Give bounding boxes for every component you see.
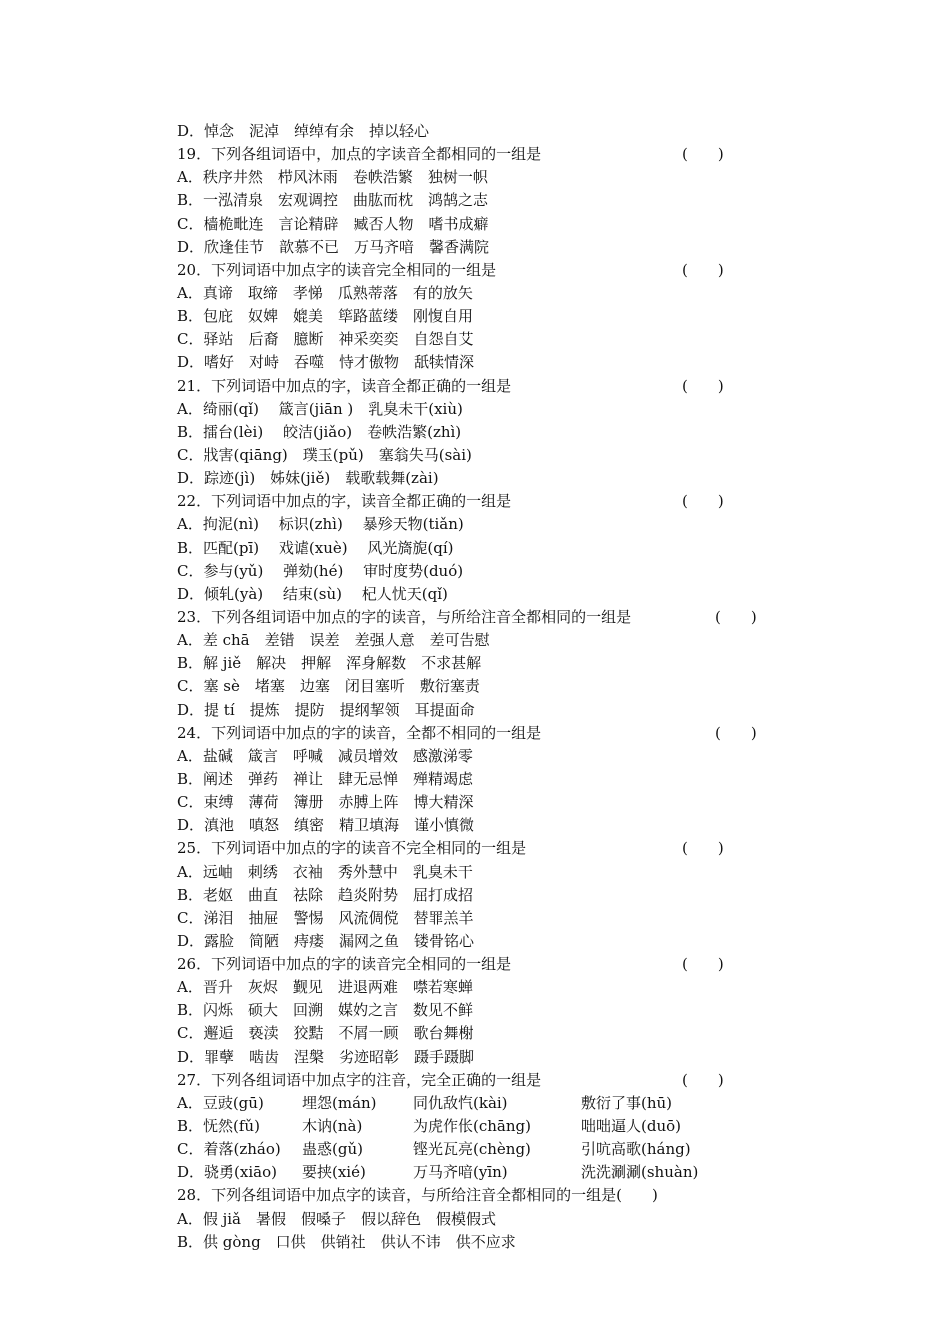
answer-option-cell: 引吭高歌(háng) <box>581 1140 691 1159</box>
answer-option-cell: 要挟(xié) <box>302 1163 366 1182</box>
answer-option <box>177 351 777 374</box>
answer-option <box>177 861 777 884</box>
answer-option-cell: 木讷(nà) <box>302 1117 363 1136</box>
answer-option-text: A．拘泥(nì) 标识(zhì) 暴殄天物(tiǎn) <box>177 515 464 534</box>
answer-option-text: A．差 chā 差错 误差 差强人意 差可告慰 <box>177 631 490 650</box>
answer-blank: ( ) <box>682 492 724 511</box>
question-text: 23．下列各组词语中加点的字的读音，与所给注音全都相同的一组是 <box>177 607 632 626</box>
answer-option-text: B．老妪 曲直 祛除 趋炎附势 屈打成招 <box>177 885 474 904</box>
answer-option-text: B．闪烁 硕大 回溯 媒妁之言 数见不鲜 <box>177 1001 474 1020</box>
answer-option <box>177 189 777 212</box>
answer-option-text: C．塞 sè 堵塞 边塞 闭目塞听 敷衍塞责 <box>177 677 480 696</box>
answer-option-cell: 铿光瓦亮(chèng) <box>413 1140 531 1159</box>
answer-option-text: A．绮丽(qǐ) 箴言(jiān ) 乳臭未干(xiù) <box>177 399 463 418</box>
answer-option-cell: 敷衍了事(hū) <box>581 1093 673 1112</box>
answer-option-text: D．滇池 嗔怒 缜密 精卫填海 谨小慎微 <box>177 816 475 835</box>
question-stem <box>177 722 777 745</box>
answer-option-text: D．欣逢佳节 歆慕不已 万马齐喑 馨香满院 <box>177 237 490 256</box>
answer-option <box>177 166 777 189</box>
answer-option-row <box>177 1161 777 1184</box>
question-text: 24．下列词语中加点的字的读音，全都不相同的一组是 <box>177 723 542 742</box>
question-text: 28．下列各组词语中加点字的读音，与所给注音全都相同的一组是( ) <box>177 1186 658 1205</box>
answer-option-text: D．踪迹(jì) 姊妹(jiě) 载歌载舞(zài) <box>177 469 439 488</box>
answer-option <box>177 768 777 791</box>
answer-option-text: A．真谛 取缔 孝悌 瓜熟蒂落 有的放矢 <box>177 283 473 302</box>
question-text: 22．下列词语中加点的字，读音全都正确的一组是 <box>177 492 512 511</box>
answer-option <box>177 467 777 490</box>
document-body <box>177 120 777 1254</box>
answer-option <box>177 791 777 814</box>
answer-option <box>177 629 777 652</box>
answer-option-text: D．罪孽 啮齿 涅槃 劣迹昭彰 蹑手蹑脚 <box>177 1047 475 1066</box>
answer-blank: ( ) <box>682 1070 724 1089</box>
answer-option <box>177 421 777 444</box>
answer-blank: ( ) <box>715 723 757 742</box>
question-stem <box>177 490 777 513</box>
answer-option-text: D．嗜好 对峙 吞噬 恃才傲物 舐犊情深 <box>177 353 475 372</box>
question-text: 21．下列词语中加点的字，读音全都正确的一组是 <box>177 376 512 395</box>
question-stem <box>177 259 777 282</box>
question-text: 26．下列词语中加点的字的读音完全相同的一组是 <box>177 955 512 974</box>
answer-blank: ( ) <box>682 145 724 164</box>
answer-option <box>177 814 777 837</box>
answer-option-text: D．倾轧(yà) 结束(sù) 杞人忧天(qǐ) <box>177 584 448 603</box>
answer-option <box>177 930 777 953</box>
answer-option <box>177 398 777 421</box>
answer-option <box>177 213 777 236</box>
answer-option <box>177 560 777 583</box>
answer-option <box>177 907 777 930</box>
answer-option-cell: C．着落(zháo) <box>177 1140 281 1159</box>
question-text: 20．下列词语中加点字的读音完全相同的一组是 <box>177 260 497 279</box>
answer-option-text: C．戕害(qiāng) 璞玉(pǔ) 塞翁失马(sài) <box>177 445 472 464</box>
answer-option-text: D．提 tí 提炼 提防 提纲挈领 耳提面命 <box>177 700 475 719</box>
answer-option-text: B．供 gòng 口供 供销社 供认不讳 供不应求 <box>177 1232 516 1251</box>
answer-option-text: A．秩序井然 栉风沐雨 卷帙浩繁 独树一帜 <box>177 168 488 187</box>
answer-option <box>177 513 777 536</box>
answer-option-text: C．樯桅毗连 言论精辟 臧否人物 嗜书成癖 <box>177 214 489 233</box>
answer-option-text: B．擂台(lèi) 皎洁(jiǎo) 卷帙浩繁(zhì) <box>177 422 462 441</box>
answer-option-cell: A．豆豉(gū) <box>177 1093 264 1112</box>
question-stem <box>177 1069 777 1092</box>
answer-option <box>177 120 777 143</box>
answer-option-cell: 洗洗涮涮(shuàn) <box>581 1163 699 1182</box>
answer-option <box>177 1231 777 1254</box>
answer-option <box>177 1046 777 1069</box>
answer-option-cell: D．骁勇(xiāo) <box>177 1163 277 1182</box>
answer-blank: ( ) <box>682 839 724 858</box>
answer-option-text: B．匹配(pī) 戏谑(xuè) 风光旖旎(qí) <box>177 538 454 557</box>
question-text: 27．下列各组词语中加点字的注音，完全正确的一组是 <box>177 1070 542 1089</box>
answer-option-text: C．驿站 后裔 臆断 神采奕奕 自怨自艾 <box>177 330 474 349</box>
answer-option-cell: B．怃然(fǔ) <box>177 1117 260 1136</box>
answer-option-text: B．阐述 弹药 禅让 肆无忌惮 殚精竭虑 <box>177 769 474 788</box>
question-stem <box>177 606 777 629</box>
answer-option-cell: 咄咄逼人(duō) <box>581 1117 681 1136</box>
answer-option-cell: 万马齐喑(yīn) <box>413 1163 508 1182</box>
question-text: 25．下列词语中加点的字的读音不完全相同的一组是 <box>177 839 527 858</box>
answer-option-cell: 为虎作伥(chāng) <box>413 1117 531 1136</box>
answer-option-row <box>177 1138 777 1161</box>
answer-blank: ( ) <box>682 955 724 974</box>
answer-blank: ( ) <box>682 376 724 395</box>
question-stem <box>177 1184 777 1207</box>
answer-option-text: A．盐碱 箴言 呼喊 减员增效 感激涕零 <box>177 746 473 765</box>
answer-option-row <box>177 1115 777 1138</box>
answer-option-cell: 埋怨(mán) <box>302 1093 377 1112</box>
question-stem <box>177 837 777 860</box>
answer-option <box>177 1208 777 1231</box>
answer-option <box>177 1022 777 1045</box>
answer-option <box>177 699 777 722</box>
question-stem <box>177 953 777 976</box>
answer-option-text: C．涕泪 抽屉 警惕 风流倜傥 替罪羔羊 <box>177 908 474 927</box>
answer-option-row <box>177 1092 777 1115</box>
answer-option <box>177 583 777 606</box>
question-stem <box>177 375 777 398</box>
answer-option-text: C．参与(yǔ) 弹劾(hé) 审时度势(duó) <box>177 561 464 580</box>
answer-option <box>177 537 777 560</box>
answer-option <box>177 236 777 259</box>
answer-option-text: A．假 jiǎ 暑假 假嗓子 假以辞色 假模假式 <box>177 1209 496 1228</box>
answer-option <box>177 328 777 351</box>
answer-option-cell: 同仇敌忾(kài) <box>413 1093 508 1112</box>
answer-blank: ( ) <box>715 607 757 626</box>
question-stem <box>177 143 777 166</box>
answer-option <box>177 652 777 675</box>
answer-option <box>177 675 777 698</box>
answer-option <box>177 884 777 907</box>
answer-option <box>177 745 777 768</box>
answer-option-text: A．晋升 灰烬 觐见 进退两难 噤若寒蝉 <box>177 978 473 997</box>
answer-option <box>177 282 777 305</box>
answer-option-cell: 蛊惑(gǔ) <box>302 1140 363 1159</box>
answer-option <box>177 976 777 999</box>
question-text: 19．下列各组词语中，加点的字读音全都相同的一组是 <box>177 145 542 164</box>
answer-option <box>177 444 777 467</box>
answer-option-text: C．邂逅 亵渎 狡黠 不屑一顾 歌台舞榭 <box>177 1024 474 1043</box>
answer-option <box>177 999 777 1022</box>
answer-option-text: D．露脸 简陋 痔瘘 漏网之鱼 镂骨铭心 <box>177 931 475 950</box>
answer-blank: ( ) <box>682 260 724 279</box>
answer-option-text: C．束缚 薄荷 簿册 赤膊上阵 博大精深 <box>177 793 474 812</box>
answer-option-text: B．一泓清泉 宏观调控 曲肱而枕 鸿鹄之志 <box>177 191 489 210</box>
answer-option <box>177 305 777 328</box>
answer-option-text: D．悼念 泥淖 绰绰有余 掉以轻心 <box>177 122 430 140</box>
answer-option-text: B．包庇 奴婢 媲美 筚路蓝缕 刚愎自用 <box>177 307 474 326</box>
answer-option-text: A．远岫 刺绣 衣袖 秀外慧中 乳臭未干 <box>177 862 473 881</box>
answer-option-text: B．解 jiě 解决 押解 浑身解数 不求甚解 <box>177 654 482 673</box>
